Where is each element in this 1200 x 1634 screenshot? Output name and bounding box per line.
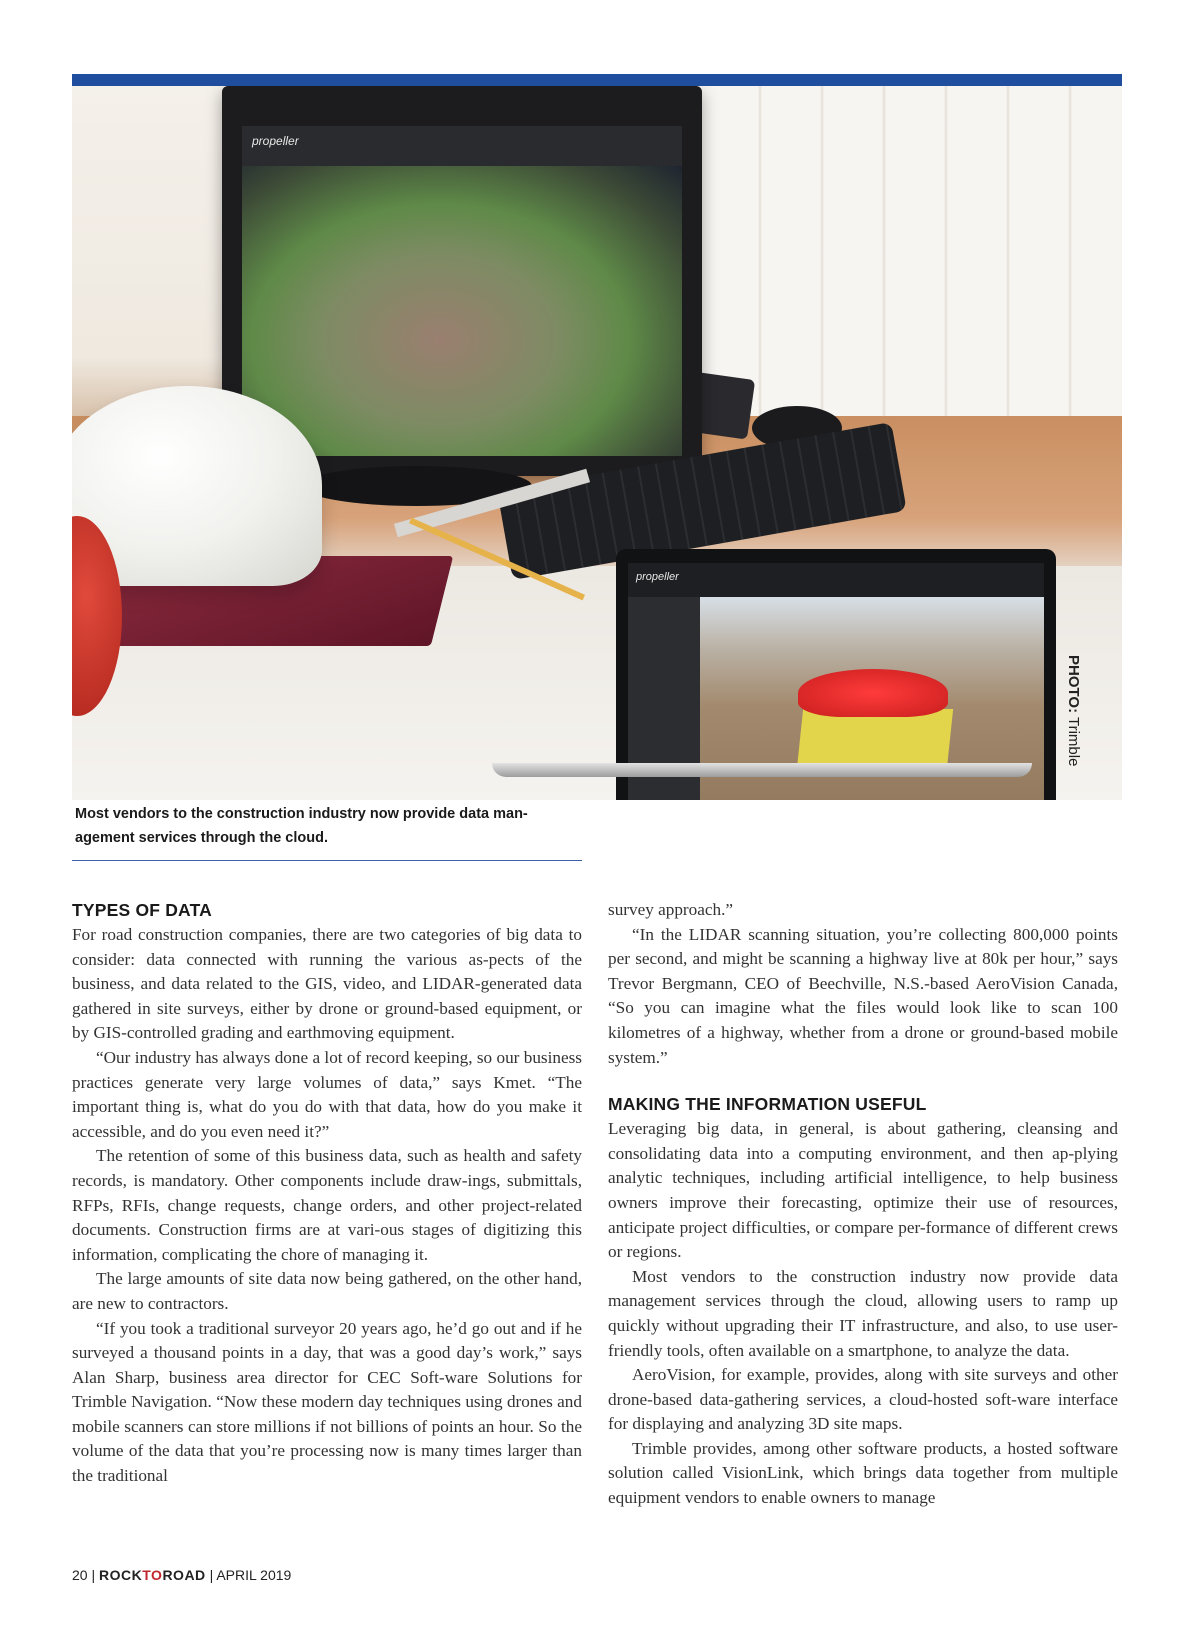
page-number: 20 [72, 1567, 88, 1583]
paragraph: “Our industry has always done a lot of record keeping, so our business practices generate very large volumes of data,” says Kmet. “The important thing is, what do you do with that data, how do you make it accessible, and do you even need it?” [72, 1047, 582, 1141]
caption-rule [72, 860, 582, 861]
paragraph: The large amounts of site data now being gathered, on the other hand, are new to contractors. [72, 1269, 582, 1313]
aerial-terrain-view [242, 166, 682, 456]
right-column [608, 898, 1118, 1511]
laptop-app-toolbar [628, 563, 1044, 598]
issue-date: APRIL 2019 [216, 1567, 292, 1583]
photo-credit-label: PHOTO: [1065, 655, 1082, 714]
monitor-screen [242, 126, 682, 456]
page-footer [72, 1567, 291, 1583]
laptop-base [492, 763, 1032, 777]
paragraph: Trimble provides, among other software products, a hosted software solution called VisionLink, which brings data together from multiple equipment vendors to enable owners to manage [608, 1438, 1118, 1508]
article-photo [72, 86, 1122, 800]
photo-caption: Most vendors to the construction industry now provide data man-agement services through the cloud. [75, 806, 528, 846]
monitor-app-logo: propeller [252, 134, 299, 148]
paragraph: AeroVision, for example, provides, along with site surveys and other drone-based data-gathering services, a cloud-hosted soft-ware interface for displaying and analyzing 3D site maps. [608, 1365, 1118, 1434]
footer-separator: | [91, 1567, 96, 1583]
header-rule [72, 74, 1122, 86]
stockpile-volume-fill [797, 709, 953, 769]
brand-to: TO [142, 1567, 163, 1583]
magazine-logo [99, 1567, 206, 1583]
brand-road: ROAD [162, 1567, 206, 1583]
photo-credit [1065, 655, 1082, 766]
photo-credit-name: Trimble [1065, 716, 1082, 767]
paragraph: “In the LIDAR scanning situation, you’re collecting 800,000 points per second, and might be scanning a highway live at 80k per hour,” says Trevor Bergmann, CEO of Beechville, N.S.-based AeroVision Canada, “So you can imagine what the files would look like to scan 100 kilometres of a highway, whether from a drone or ground-based mobile system.” [608, 924, 1118, 1067]
laptop-app-logo: propeller [636, 571, 679, 583]
stockpile-surface [798, 669, 948, 717]
paragraph: The retention of some of this business data, such as health and safety records, is mandatory. Other components include draw-ings, submittals, RFPs, RFIs, change requests, change orders, and other project-related documents. Construction firms are at vari-ous stages of digitizing this information, complicating the chore of managing it. [72, 1146, 582, 1264]
paragraph: For road construction companies, there are two categories of big data to consider: data connected with running the various as-pects of the business, and data related to the GIS, video, and LIDAR-generated data gathered in site surveys, either by drone or ground-based equipment, or by GIS-controlled grading and earthmoving equipment. [72, 925, 582, 1043]
section-heading-making-information-useful: MAKING THE INFORMATION USEFUL [608, 1094, 927, 1115]
paragraph-continuation: survey approach.” [608, 900, 734, 919]
monitor-app-toolbar [242, 126, 682, 167]
paragraph: Most vendors to the construction industry now provide data management services through the cloud, allowing users to ramp up quickly without upgrading their IT infrastructure, and also, to use user-friendly tools, often available on a smartphone, to analyze the data. [608, 1266, 1118, 1360]
section-heading-types-of-data: TYPES OF DATA [72, 900, 213, 920]
left-column [72, 898, 582, 1489]
section-spacer [608, 1070, 1118, 1092]
desktop-monitor [222, 86, 702, 476]
paragraph: “If you took a traditional surveyor 20 years ago, he’d go out and if he surveyed a thousand points in a day, that was a good day’s work,” says Alan Sharp, business area director for CEC Soft-ware Solutions for Trimble Navigation. “Now these modern day techniques using drones and mobile scanners can store millions if not billions of points an hour. So the volume of the data that you’re processing now is many times larger than the traditional [72, 1318, 582, 1486]
paragraph: Leveraging big data, in general, is about gathering, cleansing and consolidating data into a computing environment, and then ap-plying analytic techniques, including artificial intelligence, to help business owners improve their forecasting, optimize their use of resources, anticipate project difficulties, or compare per-formance of different crews or regions. [608, 1119, 1118, 1262]
footer-separator: | [209, 1567, 214, 1583]
brand-rock: ROCK [99, 1567, 143, 1583]
